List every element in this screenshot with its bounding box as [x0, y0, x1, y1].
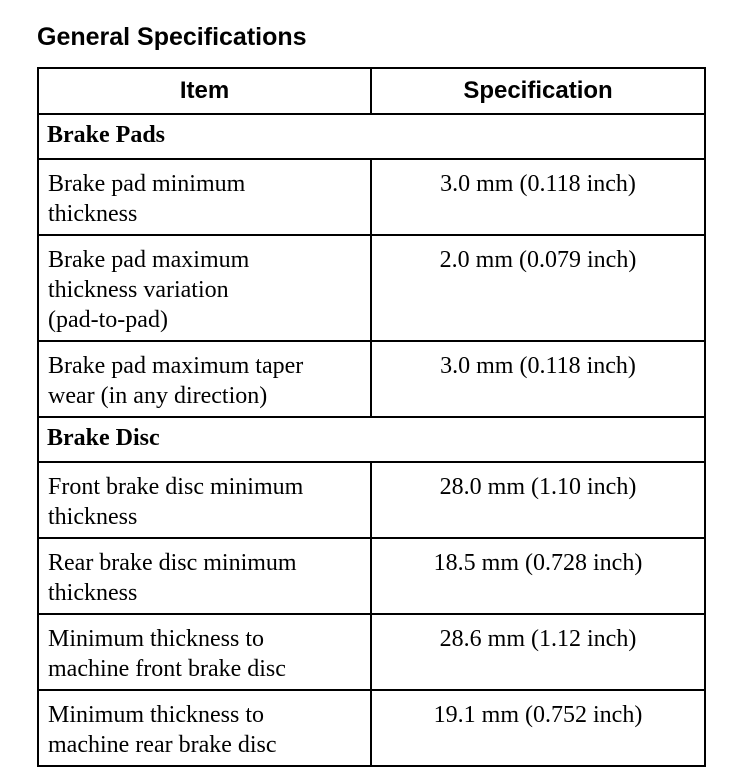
spec-cell: 28.0 mm (1.10 inch): [371, 462, 705, 538]
table-row: [38, 159, 705, 235]
table-row: [38, 690, 705, 766]
item-cell: Brake pad maximum thickness variation (pad-to-pad): [38, 235, 371, 341]
item-cell: Brake pad minimum thickness: [38, 159, 371, 235]
item-cell: Minimum thickness to machine rear brake disc: [38, 690, 371, 766]
table-row: [38, 341, 705, 417]
column-header-item: Item: [38, 68, 371, 114]
spec-cell: 18.5 mm (0.728 inch): [371, 538, 705, 614]
table-row: [38, 538, 705, 614]
section-title: Brake Disc: [38, 417, 705, 462]
specifications-table: [37, 67, 706, 767]
section-row-brake-disc: [38, 417, 705, 462]
table-header-row: [38, 68, 705, 114]
spec-cell: 19.1 mm (0.752 inch): [371, 690, 705, 766]
item-cell: Minimum thickness to machine front brake disc: [38, 614, 371, 690]
spec-cell: 2.0 mm (0.079 inch): [371, 235, 705, 341]
spec-cell: 3.0 mm (0.118 inch): [371, 159, 705, 235]
section-row-brake-pads: [38, 114, 705, 159]
column-header-specification: Specification: [371, 68, 705, 114]
section-title: Brake Pads: [38, 114, 705, 159]
table-row: [38, 462, 705, 538]
spec-cell: 3.0 mm (0.118 inch): [371, 341, 705, 417]
item-cell: Front brake disc minimum thickness: [38, 462, 371, 538]
page-title: General Specifications: [37, 23, 307, 51]
table-row: [38, 614, 705, 690]
spec-cell: 28.6 mm (1.12 inch): [371, 614, 705, 690]
item-cell: Brake pad maximum taper wear (in any direction): [38, 341, 371, 417]
item-cell: Rear brake disc minimum thickness: [38, 538, 371, 614]
table-row: [38, 235, 705, 341]
